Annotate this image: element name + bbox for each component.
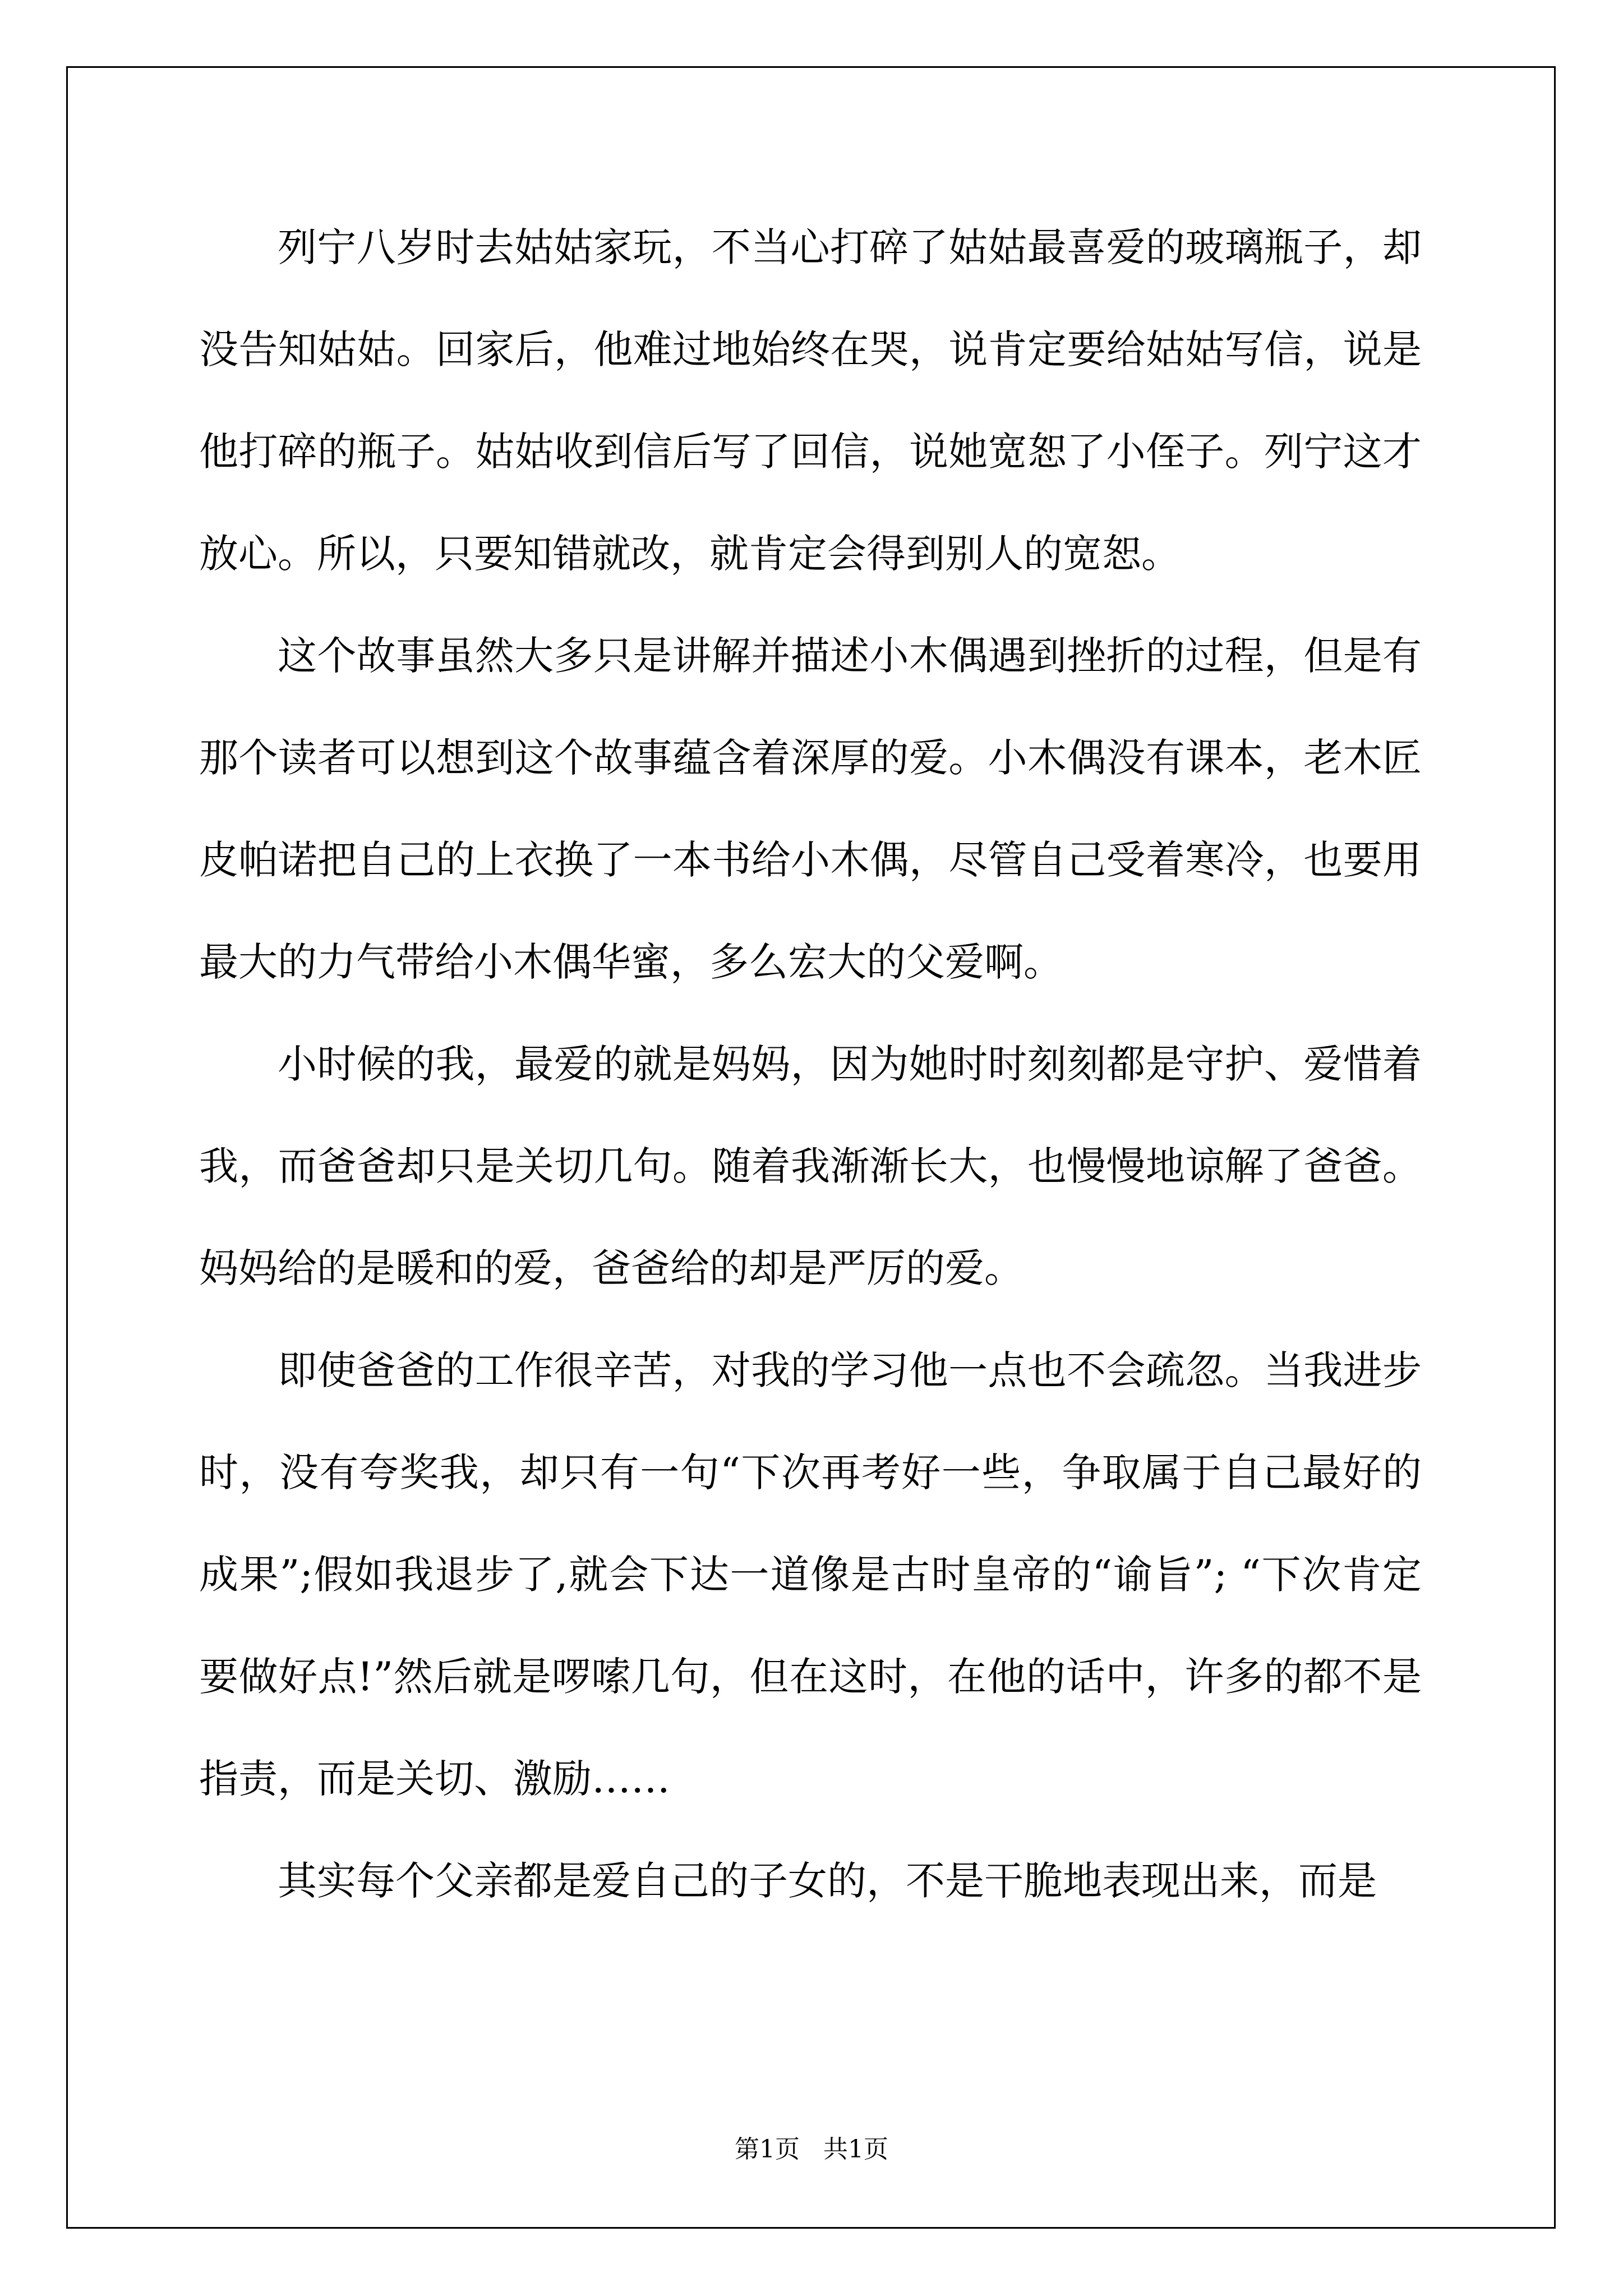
paragraph-1: 列宁八岁时去姑姑家玩，不当心打碎了姑姑最喜爱的玻璃瓶子，却没告知姑姑。回家后，他难过地始终在哭，说肯定要给姑姑写信，说是他打碎的瓶子。姑姑收到信后写了回信，说她宽恕了小侄子。列宁这才放心。所以，只要知错就改，就肯定会得到别人的宽恕。 bbox=[199, 224, 1422, 577]
paragraph-4: 即使爸爸的工作很辛苦，对我的学习他一点也不会疏忽。当我进步时，没有夸奖我，却只有一句“下次再考好一些，争取属于自己最好的成果”;假如我退步了,就会下达一道像是古时皇帝的“谕旨”; “下次肯定要做好点!”然后就是啰嗦几句，但在这时，在他的话中，许多的都不是指责，而是关切、激励…… bbox=[199, 1347, 1422, 1802]
document-body bbox=[199, 196, 1422, 1932]
page-number: 第1页 bbox=[735, 2135, 800, 2164]
page-total: 共1页 bbox=[823, 2135, 888, 2164]
paragraph-3: 小时候的我，最爱的就是妈妈，因为她时时刻刻都是守护、爱惜着我，而爸爸却只是关切几句。随着我渐渐长大，也慢慢地谅解了爸爸。妈妈给的是暖和的爱，爸爸给的却是严厉的爱。 bbox=[199, 1041, 1422, 1291]
paragraph-2: 这个故事虽然大多只是讲解并描述小木偶遇到挫折的过程，但是有那个读者可以想到这个故事蕴含着深厚的爱。小木偶没有课本，老木匠皮帕诺把自己的上衣换了一本书给小木偶，尽管自己受着寒冷，也要用最大的力气带给小木偶华蜜，多么宏大的父爱啊。 bbox=[199, 633, 1422, 985]
paragraph-5: 其实每个父亲都是爱自己的子女的，不是干脆地表现出来，而是 bbox=[278, 1858, 1377, 1904]
page-footer bbox=[0, 2129, 1623, 2165]
